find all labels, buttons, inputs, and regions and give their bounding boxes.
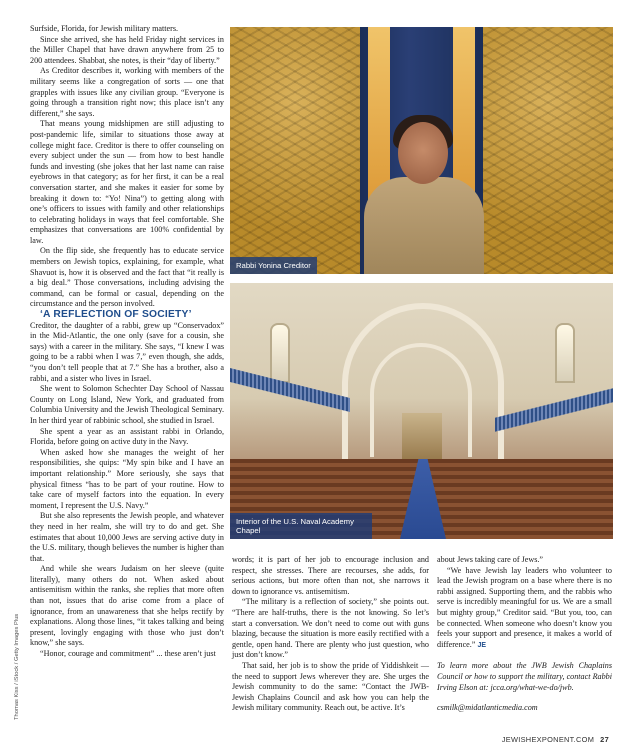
paragraph: And while she wears Judaism on her sleeve (quite literally), many others do not. When asked about antisemitism within the ranks, she replies that more often than not, issues that do arise come from a place of ignorance, from an unawareness that she helps rectify by explanations. Along those lines, “it takes talking and being present, lovingly engaging with those who just don’t know,” she says. [30, 564, 224, 648]
portrait-photo [230, 27, 613, 274]
portrait-caption: Rabbi Yonina Creditor [230, 257, 317, 274]
paragraph: On the flip side, she frequently has to educate service members on Jewish topics, explaining, for example, what Shavuot is, how it is observed and the fact that “it really is a big deal.” Those conversations, including advising the command, can be formal or casual, depending on the circumstance and the person involved. [30, 246, 224, 309]
photo-credit: Thomas Kiss / iStock / Getty Images Plus [14, 613, 20, 720]
paragraph: As Creditor describes it, working with members of the military seems like a congregation of sorts — one that grapples with issues like any civilian group. “Everyone is going through a transition right now; this place isn’t any different,” she says. [30, 66, 224, 118]
quote-text: “We have Jewish lay leaders who volunteer to lead the Jewish program on a base where there is no rabbi assigned. Supporting them, and the rabbis who serve is incredibly meaningful for us. We are a small but mighty group,” Creditor said. “But you, too, can be connected. When someone who doesn’t know you feels your support and presence, it makes a world of difference.” [437, 565, 612, 649]
paragraph [437, 566, 612, 652]
paragraph: She went to Solomon Schechter Day School of Nassau County on Long Island, New York, and graduated from Columbia University and the Jewish Theological Seminary. In her third year of rabbinic school, she studied in Israel. [30, 384, 224, 425]
paragraph: Creditor, the daughter of a rabbi, grew up “Conservadox” in the Mid-Atlantic, the one only (save for a cousin, she says) with a career in the military. She says, “I knew I was going to be a rabbi when I was 7,” even though, she adds, “you don’t tell people that at 7.” She has a brother, also a rabbi, and a sister who lives in Israel. [30, 320, 224, 383]
paragraph: “The military is a reflection of society,” she points out. “There are half-truths, there is the not knowing. So let’s start a conversation. We don’t need to come out with guns blazing, because the situation is more easily rectified with a gentle, open hand. There are plenty who just question, who just don’t know.” [232, 597, 429, 660]
paragraph: “Honor, courage and commitment” ... these aren’t just [40, 649, 216, 659]
paragraph: But she also represents the Jewish people, and whatever they need in her realm, she will try to do and get. She estimates that about 10,000 Jews are serving active duty in the U.S. military, though believes the number is higher than that. [30, 511, 224, 563]
middle-column [232, 555, 429, 714]
section-subhead: ‘A REFLECTION OF SOCIETY’ [40, 309, 192, 321]
author-email[interactable]: csmilk@midatlanticmedia.com [437, 703, 538, 713]
left-column [30, 24, 224, 660]
window-left [270, 323, 290, 383]
page-number: 27 [600, 735, 609, 744]
paragraph: That means young midshipmen are still adjusting to post-pandemic life, similar to situations those away at college might face. Creditor is there to offer counseling on every subject under the sun — from how to best handle funds and investing (she jokes that her last name can raise eyebrows in that category; as for her first, it can be a real conversation starter, and she makes it easier for some by breaking it down to: “Yo! Nina”) to getting along with one’s officers to issues with family and other relationships to celebrating holidays in ways that feel comfortable. She emphasizes that conversations are 100% confidential by law. [30, 119, 224, 245]
paragraph: Surfside, Florida, for Jewish military matters. [30, 24, 179, 33]
info-note: To learn more about the JWB Jewish Chaplains Council or how to support the military, contact Rabbi Irving Elson at: jcca.org/what-we-do/jwb. [437, 661, 612, 692]
paragraph: When asked how she manages the weight of her responsibilities, she quips: “My spin bike and I have an important relationship.” More seriously, she says that physical fitness “has to be part of your routine. How to take care of myself factors into the equation. In every moment, I represent the U.S. Navy.” [30, 447, 224, 510]
paragraph: about Jews taking care of Jews.” [437, 555, 544, 564]
paragraph: words; it is part of her job to encourage inclusion and respect, she stresses. There are recourses, she adds, for serious actions, but more often than not, she narrows it down to ignorance vs. antisemitism. [232, 555, 429, 596]
balcony-right [495, 388, 613, 431]
page-footer [502, 735, 609, 744]
face [398, 122, 448, 184]
mosaic-wall-right [483, 27, 613, 274]
paragraph: She spent a year as an assistant rabbi in Orlando, Florida, before going on active duty in the Navy. [30, 426, 224, 447]
window-right [555, 323, 575, 383]
chapel-caption: Interior of the U.S. Naval Academy Chapel [230, 513, 372, 539]
uniform [364, 177, 484, 274]
right-column [437, 555, 612, 714]
balcony-left [230, 368, 350, 412]
end-mark: JE [477, 641, 487, 649]
paragraph: That said, her job is to show the pride of Yiddishkeit — the need to support Jews wherever they are. She urges the Jewish community to do the same: “Contact the JWB-Jewish Chaplains Council and ask how you can help the Jewish military community. Reach out, be active. It’s [232, 660, 429, 713]
mosaic-wall-left [230, 27, 360, 274]
paragraph: Since she arrived, she has held Friday night services in the Miller Chapel that have drawn anywhere from 25 to 200 attendees. Shabbat, she notes, is their “day of liberty.” [30, 34, 224, 65]
site-name[interactable]: JEWISHEXPONENT.COM [501, 735, 595, 744]
chapel-photo [230, 283, 613, 539]
